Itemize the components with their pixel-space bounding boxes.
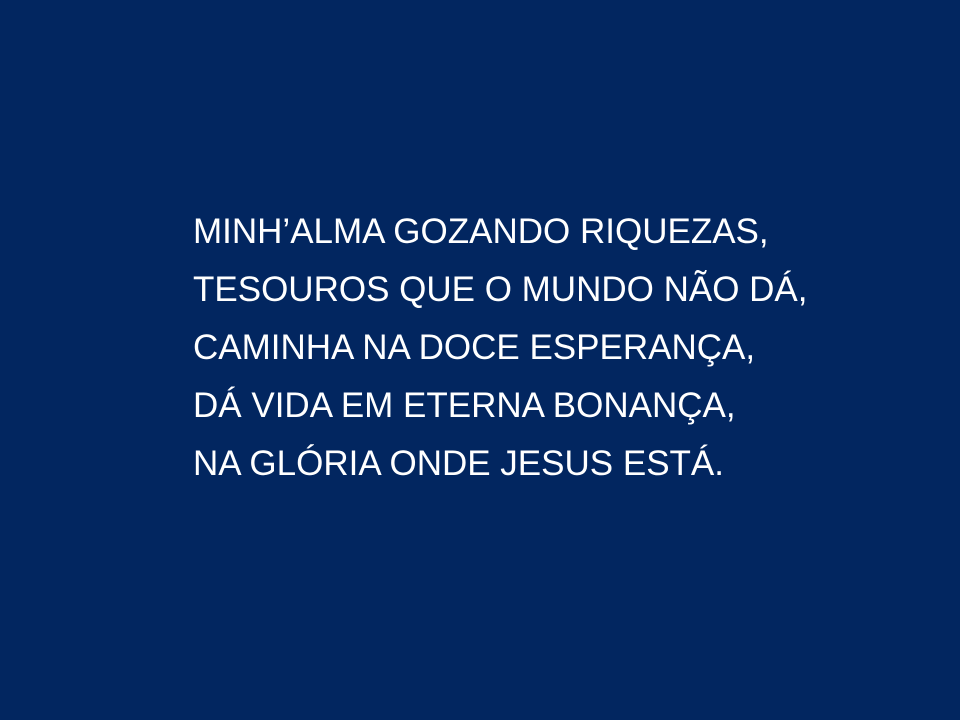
lyric-line: NA GLÓRIA ONDE JESUS ESTÁ. — [193, 444, 724, 483]
lyric-line: TESOUROS QUE O MUNDO NÃO DÁ, — [193, 270, 808, 309]
lyric-line: MINH’ALMA GOZANDO RIQUEZAS, — [193, 212, 769, 251]
lyric-line: DÁ VIDA EM ETERNA BONANÇA, — [193, 386, 736, 425]
lyrics-text-block — [193, 203, 808, 493]
lyric-line: CAMINHA NA DOCE ESPERANÇA, — [193, 328, 756, 367]
